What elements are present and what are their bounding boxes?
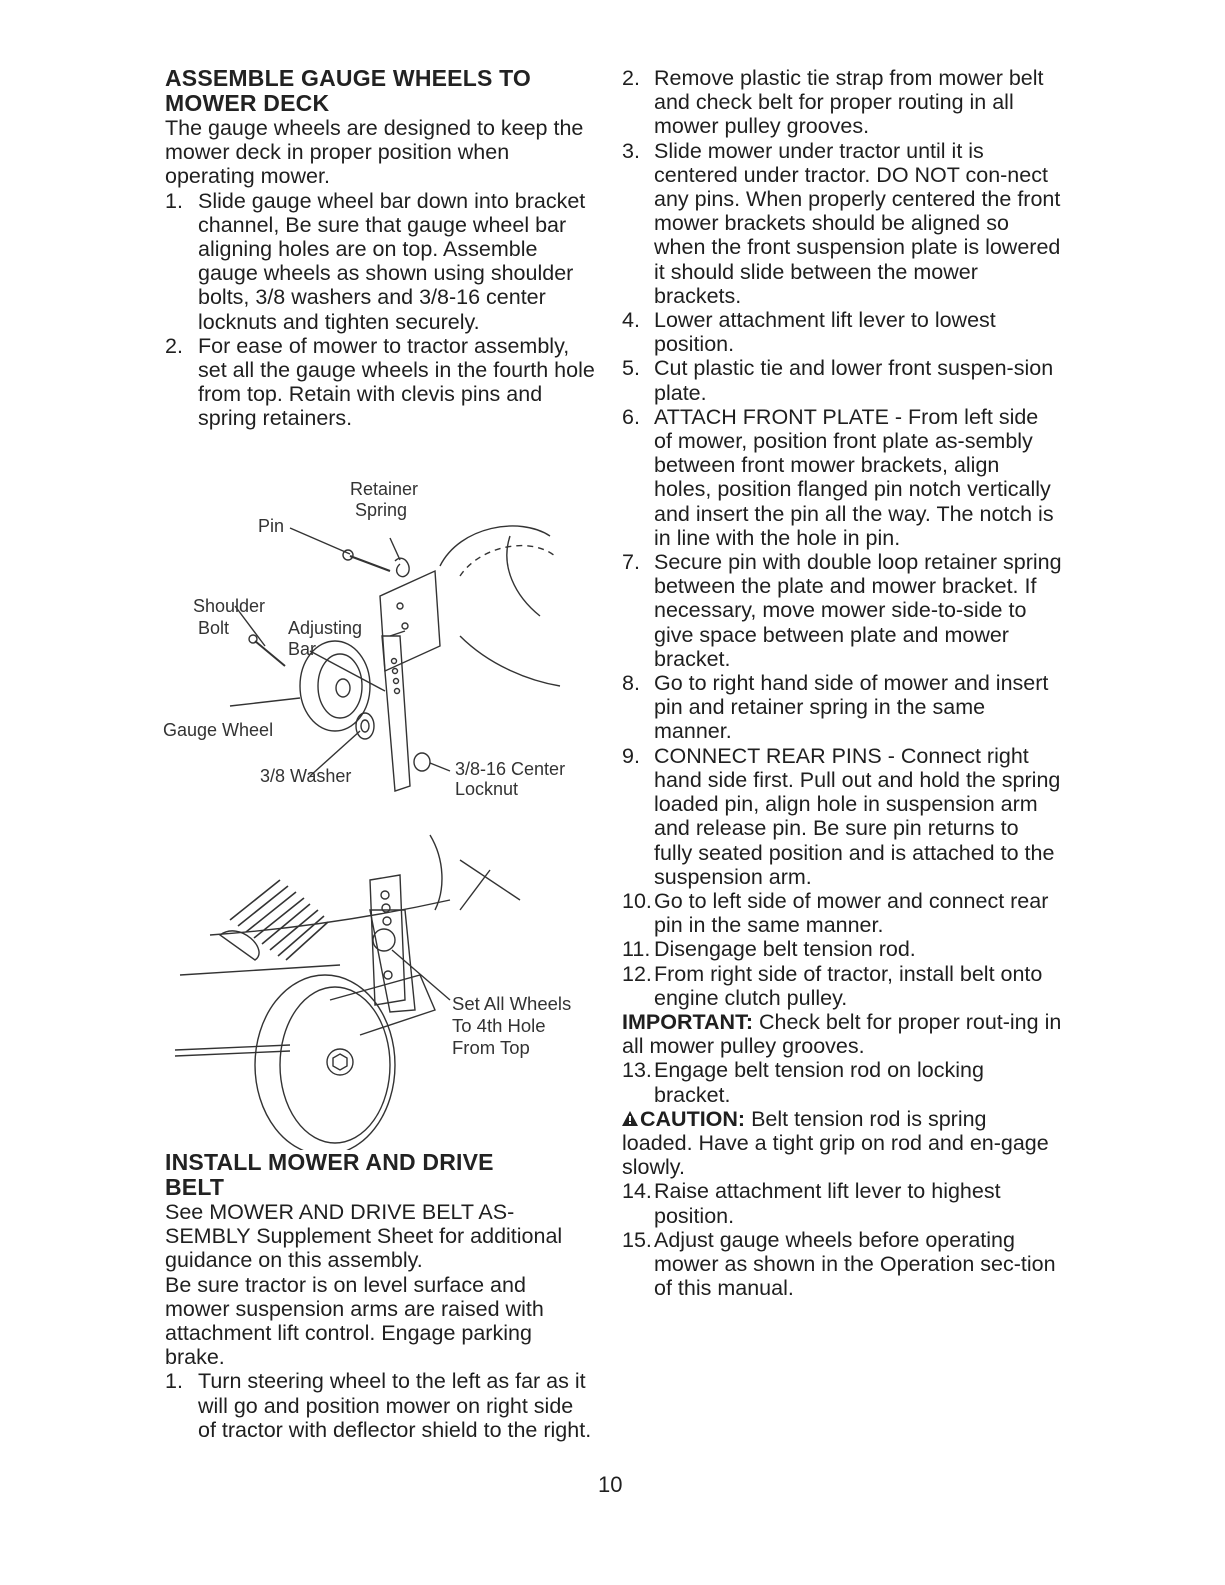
step-text: CONNECT REAR PINS - Connect right hand side first. Pull out and hold the spring loaded pin, align hole in suspension arm and release pin. Be sure pin returns to fully seated position and is attached to the suspension arm. (654, 743, 1061, 889)
step-item (165, 334, 595, 431)
step-number: 1. (165, 1369, 183, 1394)
step-number: 8. (622, 671, 640, 696)
step-text: Lower attachment lift lever to lowest position. (654, 308, 996, 357)
step-text: Engage belt tension rod on locking bracket. (654, 1058, 984, 1107)
label-bolt: Bolt (198, 618, 230, 638)
step-text: Go to right hand side of mower and insert pin and retainer spring in the same manner. (654, 671, 1049, 744)
step-number: 12. (622, 961, 652, 986)
step-text: Slide mower under tractor until it is centered under tractor. DO NOT con-nect any pins. When properly centered the front mower brackets should be aligned so when the front suspension plate is lowered it should slide between the mower brackets. (654, 138, 1061, 308)
step-text: Raise attachment lift lever to highest position. (654, 1179, 1001, 1228)
wheel-position-drawing (160, 800, 600, 1150)
step-item (622, 1058, 1062, 1106)
label-bar: Bar (288, 639, 317, 659)
section-heading-gauge-wheels: ASSEMBLE GAUGE WHEELS TO MOWER DECK (165, 65, 532, 116)
step-item (622, 356, 1062, 404)
intro-paragraph: The gauge wheels are designed to keep the mower deck in proper position when operating mower. (165, 116, 584, 189)
step-item (622, 1228, 1062, 1301)
step-item (622, 671, 1062, 744)
install-paragraph-2: Be sure tractor is on level surface and mower suspension arms are raised with attachment lift control. Engage parking brake. (165, 1272, 544, 1370)
step-item (622, 405, 1062, 550)
gauge-wheel-position-diagram (160, 800, 600, 1150)
step-text: Secure pin with double loop retainer spring between the plate and mower bracket. If necessary, move mower side-to-side to give space between plate and mower bracket. (654, 550, 1062, 671)
label-to-4th-hole: To 4th Hole (452, 1015, 546, 1036)
step-item (622, 744, 1062, 889)
gauge-wheel-assembly-diagram (160, 476, 600, 806)
step-number: 2. (165, 333, 183, 358)
step-number: 3. (622, 138, 640, 163)
step-text: Adjust gauge wheels before operating mower as shown in the Operation sec-tion of this manual. (654, 1227, 1056, 1301)
step-text: Slide gauge wheel bar down into bracket channel, Be sure that gauge wheel bar aligning holes are on top. Assemble gauge wheels as shown using shoulder bolts, 3/8 washers and 3/8-16 center locknuts and tighten securely. (198, 188, 586, 334)
page-number: 10 (598, 1472, 623, 1497)
install-paragraph-1: See MOWER AND DRIVE BELT AS-SEMBLY Supplement Sheet for additional guidance on this assembly. (165, 1200, 563, 1273)
step-text: Cut plastic tie and lower front suspen-sion plate. (654, 356, 1054, 405)
step-item (622, 66, 1062, 139)
step-text: Go to left side of mower and connect rear pin in the same manner. (654, 888, 1049, 938)
caution-text: Belt tension rod is spring loaded. Have a tight grip on rod and en-gage slowly. (622, 1106, 1049, 1180)
step-item (622, 308, 1062, 356)
label-locknut: Locknut (455, 779, 519, 799)
step-number: 7. (622, 550, 640, 575)
important-note (622, 1010, 1062, 1058)
step-number: 4. (622, 308, 640, 333)
step-number: 14. (622, 1179, 652, 1204)
label-gauge-wheel: Gauge Wheel (163, 720, 274, 740)
step-number: 1. (165, 188, 183, 213)
label-shoulder: Shoulder (193, 596, 266, 616)
warning-triangle-icon (622, 1107, 640, 1131)
step-item (622, 1179, 1062, 1227)
step-number: 10. (622, 888, 652, 913)
step-item (622, 937, 1062, 961)
step-text: Remove plastic tie strap from mower belt and check belt for proper routing in all mower pulley grooves. (654, 66, 1044, 139)
label-set-all-wheels: Set All Wheels (452, 993, 572, 1014)
step-item (622, 962, 1062, 1010)
step-text: From right side of tractor, install belt onto engine clutch pulley. (654, 961, 1043, 1010)
left-column (165, 66, 595, 431)
label-adjusting: Adjusting (288, 618, 363, 638)
step-item (622, 139, 1062, 308)
step-text: Turn steering wheel to the left as far as it will go and position mower on right side of tractor with deflector shield to the right. (198, 1369, 592, 1442)
step-number: 5. (622, 356, 640, 381)
step-number: 9. (622, 743, 640, 768)
step-number: 11. (622, 937, 651, 962)
right-column (622, 66, 1062, 1300)
step-number: 6. (622, 404, 640, 429)
install-section (165, 1150, 595, 1442)
step-item (165, 1369, 595, 1442)
section-heading-install-mower: INSTALL MOWER AND DRIVE BELT (165, 1149, 494, 1200)
label-from-top: From Top (452, 1037, 530, 1058)
step-number: 15. (622, 1227, 652, 1252)
step-text: ATTACH FRONT PLATE - From left side of mower, position front plate as-sembly between front mower brackets, align holes, position flanged pin notch vertically and insert the pin all the way. The notch is in line with the hole in pin. (654, 404, 1054, 550)
step-number: 2. (622, 66, 640, 90)
important-label: IMPORTANT: (622, 1009, 753, 1034)
step-item (622, 889, 1062, 937)
caution-note (622, 1107, 1062, 1180)
label-spring: Spring (355, 500, 408, 520)
label-retainer: Retainer (350, 479, 419, 499)
important-text: Check belt for proper rout-ing in all mower pulley grooves. (622, 1009, 1062, 1059)
step-number: 13. (622, 1058, 652, 1083)
step-item (622, 550, 1062, 671)
label-center: 3/8-16 Center (455, 759, 566, 779)
step-text: For ease of mower to tractor assembly, set all the gauge wheels in the fourth hole from top. Retain with clevis pins and spring retainers. (198, 333, 595, 431)
label-pin: Pin (258, 516, 285, 536)
label-washer: 3/8 Washer (260, 766, 352, 786)
step-text: Disengage belt tension rod. (654, 937, 916, 962)
step-item (165, 189, 595, 334)
assembly-drawing (160, 476, 600, 806)
caution-label: CAUTION: (640, 1106, 746, 1131)
